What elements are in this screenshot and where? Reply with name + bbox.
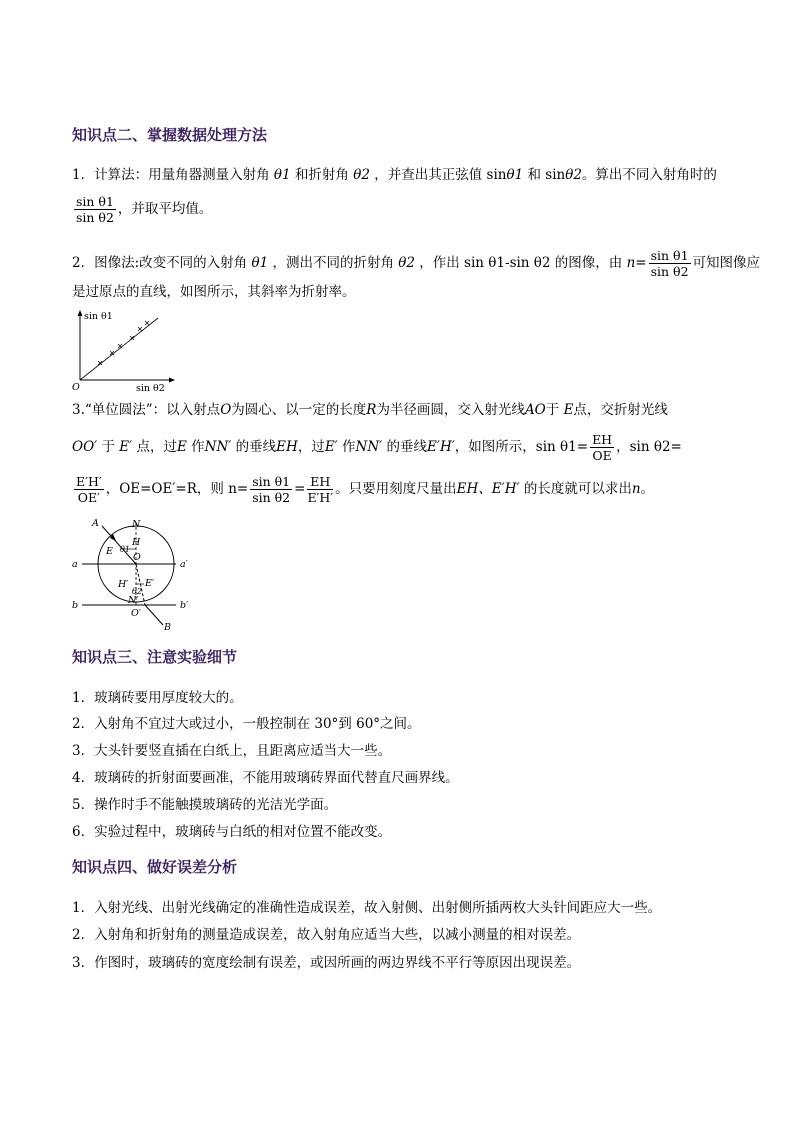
s2-item1-line2: $\frac{\text{sin θ1}}{\text{sin θ2}}$ ，并取平均值。 xyxy=(76,194,213,225)
s3-item: 5．操作时手不能触摸玻璃砖的光洁光学面。 xyxy=(72,797,338,813)
svg-text:b′: b′ xyxy=(180,600,189,611)
sin-theta2-fraction: $\frac{E'H'}{OE'}$ xyxy=(76,474,102,505)
section-2-title: 知识点二、掌握数据处理方法 xyxy=(72,126,268,144)
theta2-symbol: θ2 xyxy=(353,167,370,183)
s4-item: 2．入射角和折射角的测量造成误差，故入射角应适当大些，以减小测量的相对误差。 xyxy=(72,927,581,943)
svg-text:H: H xyxy=(132,537,141,548)
s4-item: 3．作图时，玻璃砖的宽度绘制有误差，或因所画的两边界线不平行等原因出现误差。 xyxy=(72,955,581,971)
svg-text:O′: O′ xyxy=(131,608,141,619)
graph-origin: O xyxy=(72,382,80,393)
sin-theta1-fraction: $\frac{EH}{OE}$ xyxy=(592,432,613,463)
sine-graph xyxy=(68,308,178,394)
s2-item1-line1: 1．计算法：用量角器测量入射角 θ1 和折射角 θ2 ，并查出其正弦值 sinθ1 和 sinθ2。算出不同入射角时的 xyxy=(72,167,717,183)
section-3-title: 知识点三、注意实验细节 xyxy=(72,648,238,666)
s3-item: 4．玻璃砖的折射面要画准，不能用玻璃砖界面代替直尺画界线。 xyxy=(72,770,459,786)
svg-text:A: A xyxy=(92,518,99,529)
s2-item3-line3: $\frac{E'H'}{OE'}$ ，OE=OE′=R，则 n= $\frac{\text{sin θ1}}{\text{sin θ2}}$ = $\frac{EH}{E'H'}$ 。只要用刻度尺量出EH、E′H′ 的长度就可以求出n。 xyxy=(76,474,655,505)
s3-item: 6．实验过程中，玻璃砖与白纸的相对位置不能改变。 xyxy=(72,824,392,840)
eh-fraction: $\frac{EH}{E'H'}$ xyxy=(307,474,334,505)
svg-text:θ1: θ1 xyxy=(120,545,130,554)
s4-item: 1．入射光线、出射光线确定的准确性造成误差，故入射侧、出射侧所插两枚大头针间距应大一些。 xyxy=(72,900,662,916)
svg-text:E: E xyxy=(106,546,113,557)
svg-text:b: b xyxy=(72,600,79,611)
s3-item: 2．入射角不宜过大或过小，一般控制在 30°到 60°之间。 xyxy=(72,716,421,732)
s2-item3-line2: OO′ 于 E′ 点，过E 作NN′ 的垂线EH，过E′ 作NN′ 的垂线E′H′，如图所示，sin θ1= $\frac{EH}{OE}$ ，sin θ2= xyxy=(72,432,682,463)
svg-text:H′: H′ xyxy=(118,579,129,590)
svg-text:a′: a′ xyxy=(180,559,188,570)
n-unit-fraction: $\frac{\text{sin θ1}}{\text{sin θ2}}$ xyxy=(252,474,291,505)
svg-text:N′: N′ xyxy=(128,595,139,606)
svg-text:B: B xyxy=(164,622,171,632)
svg-text:O: O xyxy=(133,552,141,563)
s2-item2-line2: 是过原点的直线，如图所示，其斜率为折射率。 xyxy=(72,284,356,300)
exit-ray xyxy=(145,605,163,625)
svg-text:N: N xyxy=(132,519,141,530)
fit-line xyxy=(80,318,158,380)
svg-text:a: a xyxy=(72,559,78,570)
s2-item3-line1: 3.“单位圆法”：以入射点O为圆心、以一定的长度R为半径画圆，交入射光线AO于 E点，交折射光线 xyxy=(72,402,668,418)
s3-item: 3．大头针要竖直插在白纸上，且距离应适当大一些。 xyxy=(72,743,392,759)
graph-x-label: sin θ2 xyxy=(136,383,165,394)
s2-item2-line1: 2．图像法:改变不同的入射角 θ1 ，测出不同的折射角 θ2 ，作出 sin θ1-sin θ2 的图像，由 n= $\frac{\text{sin θ1}}{\text{sin θ2}}$ 可知图像应 xyxy=(72,248,761,279)
svg-text:E′: E′ xyxy=(145,578,155,589)
svg-text:θ2: θ2 xyxy=(132,587,142,596)
data-points xyxy=(98,321,149,365)
theta1-symbol: θ1 xyxy=(273,167,291,183)
ratio-fraction: $\frac{\text{sin θ1}}{\text{sin θ2}}$ xyxy=(76,194,114,225)
incident-ray xyxy=(102,526,136,564)
unit-circle-diagram xyxy=(68,514,198,632)
s3-item: 1．玻璃砖要用厚度较大的。 xyxy=(72,690,243,706)
graph-y-label: sin θ1 xyxy=(84,311,113,322)
section-4-title: 知识点四、做好误差分析 xyxy=(72,858,238,876)
n-fraction: $\frac{\text{sin θ1}}{\text{sin θ2}}$ xyxy=(650,248,689,279)
